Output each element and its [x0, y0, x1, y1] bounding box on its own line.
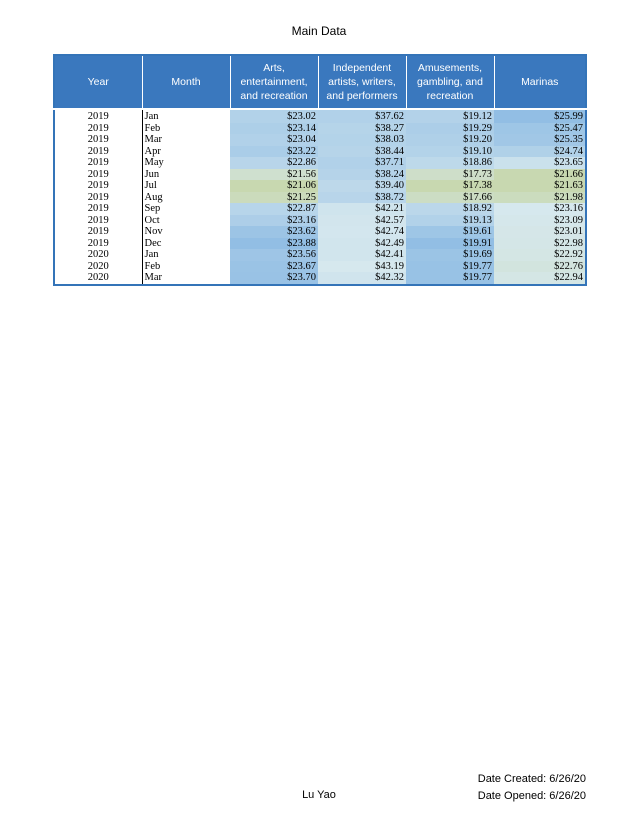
independent-artists-cell[interactable]: $43.19	[318, 261, 406, 273]
marinas-cell[interactable]: $23.16	[494, 203, 586, 215]
marinas-cell[interactable]: $21.98	[494, 192, 586, 204]
year-cell[interactable]: 2019	[54, 109, 142, 123]
year-cell[interactable]: 2019	[54, 169, 142, 181]
amusements-cell[interactable]: $19.20	[406, 134, 494, 146]
marinas-cell[interactable]: $25.47	[494, 123, 586, 135]
independent-artists-cell[interactable]: $38.27	[318, 123, 406, 135]
year-cell[interactable]: 2019	[54, 134, 142, 146]
marinas-cell[interactable]: $22.76	[494, 261, 586, 273]
month-cell[interactable]: Feb	[142, 123, 230, 135]
year-cell[interactable]: 2019	[54, 238, 142, 250]
independent-artists-cell[interactable]: $37.62	[318, 109, 406, 123]
arts-cell[interactable]: $22.87	[230, 203, 318, 215]
independent-artists-cell[interactable]: $38.03	[318, 134, 406, 146]
year-cell[interactable]: 2019	[54, 157, 142, 169]
table-header-row	[54, 55, 586, 109]
arts-cell[interactable]: $23.56	[230, 249, 318, 261]
table-row	[54, 249, 586, 261]
arts-cell[interactable]: $23.70	[230, 272, 318, 285]
marinas-cell[interactable]: $22.94	[494, 272, 586, 285]
month-cell[interactable]: Jan	[142, 109, 230, 123]
table-body	[54, 109, 586, 285]
month-cell[interactable]: Oct	[142, 215, 230, 227]
year-cell[interactable]: 2020	[54, 249, 142, 261]
table-row	[54, 272, 586, 285]
marinas-cell[interactable]: $23.09	[494, 215, 586, 227]
year-cell[interactable]: 2019	[54, 123, 142, 135]
year-cell[interactable]: 2019	[54, 203, 142, 215]
independent-artists-cell[interactable]: $39.40	[318, 180, 406, 192]
column-header-month[interactable]: Month	[142, 55, 230, 109]
main-data-table	[53, 54, 587, 286]
amusements-cell[interactable]: $19.13	[406, 215, 494, 227]
table-row	[54, 180, 586, 192]
arts-cell[interactable]: $23.67	[230, 261, 318, 273]
arts-cell[interactable]: $22.86	[230, 157, 318, 169]
table-row	[54, 109, 586, 123]
independent-artists-cell[interactable]: $38.72	[318, 192, 406, 204]
month-cell[interactable]: May	[142, 157, 230, 169]
column-header-arts[interactable]: Arts, entertainment, and recreation	[230, 55, 318, 109]
year-cell[interactable]: 2019	[54, 180, 142, 192]
table-row	[54, 134, 586, 146]
month-cell[interactable]: Jul	[142, 180, 230, 192]
month-cell[interactable]: Jun	[142, 169, 230, 181]
independent-artists-cell[interactable]: $42.57	[318, 215, 406, 227]
footer-author: Lu Yao	[302, 789, 336, 801]
column-header-independent-artists[interactable]: Independent artists, writers, and performers	[318, 55, 406, 109]
month-cell[interactable]: Aug	[142, 192, 230, 204]
date-created: Date Created: 6/26/20	[477, 773, 586, 785]
arts-cell[interactable]: $23.22	[230, 146, 318, 158]
arts-cell[interactable]: $23.88	[230, 238, 318, 250]
independent-artists-cell[interactable]: $42.49	[318, 238, 406, 250]
year-cell[interactable]: 2019	[54, 215, 142, 227]
table-row	[54, 203, 586, 215]
year-cell[interactable]: 2020	[54, 261, 142, 273]
table-row	[54, 169, 586, 181]
page-title: Main Data	[291, 24, 347, 38]
marinas-cell[interactable]: $25.35	[494, 134, 586, 146]
independent-artists-cell[interactable]: $42.32	[318, 272, 406, 285]
year-cell[interactable]: 2019	[54, 146, 142, 158]
table-row	[54, 226, 586, 238]
amusements-cell[interactable]: $19.61	[406, 226, 494, 238]
arts-cell[interactable]: $23.04	[230, 134, 318, 146]
independent-artists-cell[interactable]: $42.74	[318, 226, 406, 238]
date-opened: Date Opened: 6/26/20	[477, 790, 586, 802]
table-row	[54, 192, 586, 204]
amusements-cell[interactable]: $19.10	[406, 146, 494, 158]
month-cell[interactable]: Dec	[142, 238, 230, 250]
arts-cell[interactable]: $21.06	[230, 180, 318, 192]
table-row	[54, 146, 586, 158]
amusements-cell[interactable]: $19.77	[406, 261, 494, 273]
amusements-cell[interactable]: $17.38	[406, 180, 494, 192]
marinas-cell[interactable]: $22.98	[494, 238, 586, 250]
arts-cell[interactable]: $21.56	[230, 169, 318, 181]
arts-cell[interactable]: $23.16	[230, 215, 318, 227]
table-row	[54, 157, 586, 169]
marinas-cell[interactable]: $21.63	[494, 180, 586, 192]
marinas-cell[interactable]: $25.99	[494, 109, 586, 123]
column-header-marinas[interactable]: Marinas	[494, 55, 586, 109]
independent-artists-cell[interactable]: $42.41	[318, 249, 406, 261]
month-cell[interactable]: Feb	[142, 261, 230, 273]
month-cell[interactable]: Sep	[142, 203, 230, 215]
amusements-cell[interactable]: $18.92	[406, 203, 494, 215]
marinas-cell[interactable]: $24.74	[494, 146, 586, 158]
amusements-cell[interactable]: $19.69	[406, 249, 494, 261]
amusements-cell[interactable]: $19.29	[406, 123, 494, 135]
amusements-cell[interactable]: $18.86	[406, 157, 494, 169]
column-header-amusements[interactable]: Amusements, gambling, and recreation	[406, 55, 494, 109]
arts-cell[interactable]: $23.02	[230, 109, 318, 123]
year-cell[interactable]: 2019	[54, 192, 142, 204]
independent-artists-cell[interactable]: $37.71	[318, 157, 406, 169]
month-cell[interactable]: Mar	[142, 134, 230, 146]
independent-artists-cell[interactable]: $42.21	[318, 203, 406, 215]
month-cell[interactable]: Apr	[142, 146, 230, 158]
month-cell[interactable]: Mar	[142, 272, 230, 285]
month-cell[interactable]: Nov	[142, 226, 230, 238]
marinas-cell[interactable]: $21.66	[494, 169, 586, 181]
year-cell[interactable]: 2019	[54, 226, 142, 238]
amusements-cell[interactable]: $19.12	[406, 109, 494, 123]
independent-artists-cell[interactable]: $38.44	[318, 146, 406, 158]
marinas-cell[interactable]: $23.65	[494, 157, 586, 169]
amusements-cell[interactable]: $17.73	[406, 169, 494, 181]
table-row	[54, 215, 586, 227]
table-row	[54, 261, 586, 273]
independent-artists-cell[interactable]: $38.24	[318, 169, 406, 181]
marinas-cell[interactable]: $22.92	[494, 249, 586, 261]
arts-cell[interactable]: $23.14	[230, 123, 318, 135]
year-cell[interactable]: 2020	[54, 272, 142, 285]
column-header-year[interactable]: Year	[54, 55, 142, 109]
table-row	[54, 238, 586, 250]
amusements-cell[interactable]: $17.66	[406, 192, 494, 204]
arts-cell[interactable]: $23.62	[230, 226, 318, 238]
amusements-cell[interactable]: $19.91	[406, 238, 494, 250]
marinas-cell[interactable]: $23.01	[494, 226, 586, 238]
table-row	[54, 123, 586, 135]
amusements-cell[interactable]: $19.77	[406, 272, 494, 285]
month-cell[interactable]: Jan	[142, 249, 230, 261]
arts-cell[interactable]: $21.25	[230, 192, 318, 204]
